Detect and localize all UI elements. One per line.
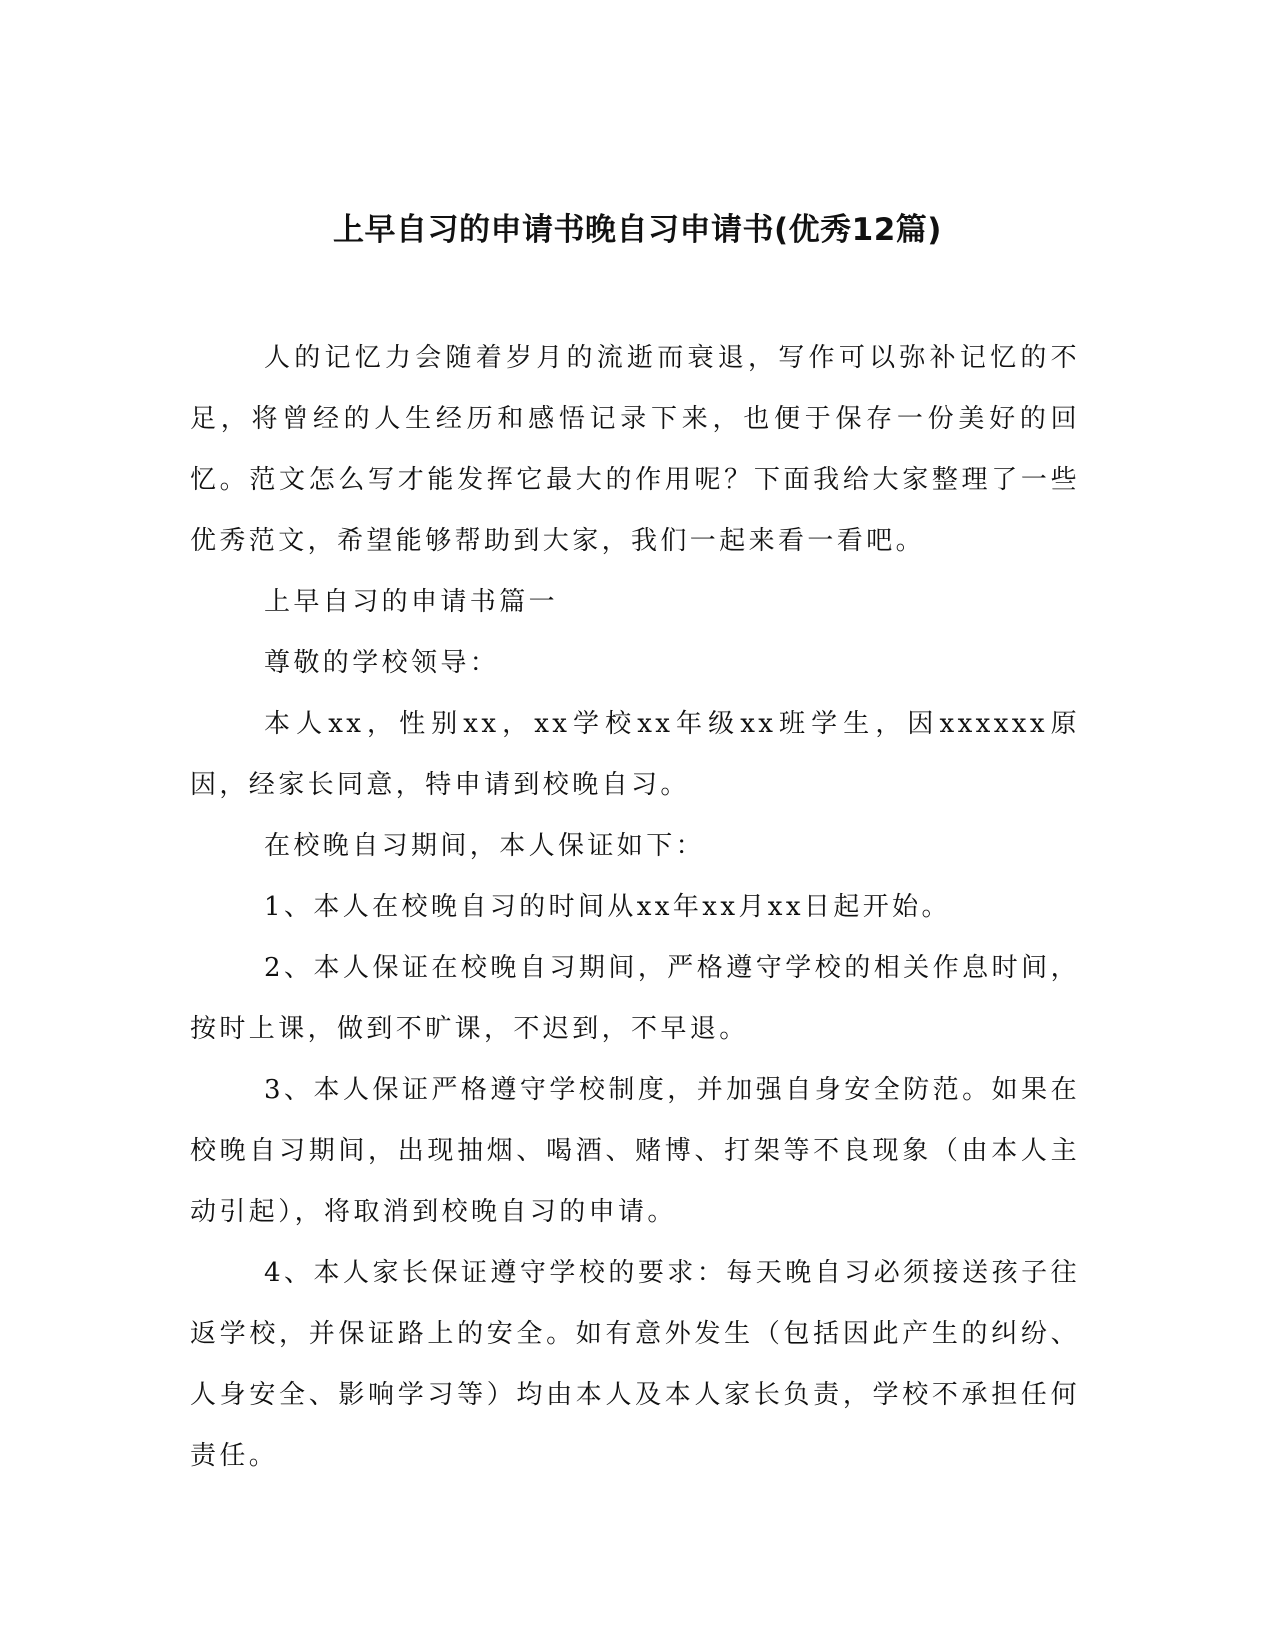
body-paragraph: 本人xx，性别xx，xx学校xx年级xx班学生，因xxxxxx原因，经家长同意，特申请到校晚自习。 xyxy=(190,709,1080,800)
body-paragraph: 在校晚自习期间，本人保证如下： xyxy=(264,831,706,861)
intro-paragraph: 人的记忆力会随着岁月的流逝而衰退，写作可以弥补记忆的不足，将曾经的人生经历和感悟记录下来，也便于保存一份美好的回忆。范文怎么写才能发挥它最大的作用呢？下面我给大家整理了一些优秀范文，希望能够帮助到大家，我们一起来看一看吧。 xyxy=(190,343,1080,556)
section-heading: 上早自习的申请书篇一 xyxy=(264,587,559,617)
document-body xyxy=(190,328,1080,1487)
list-item: 1、本人在校晚自习的时间从xx年xx月xx日起开始。 xyxy=(264,892,951,922)
list-item: 2、本人保证在校晚自习期间，严格遵守学校的相关作息时间，按时上课，做到不旷课，不迟到，不早退。 xyxy=(190,953,1080,1044)
document-title: 上早自习的申请书晚自习申请书(优秀12篇) xyxy=(333,212,942,248)
list-item: 4、本人家长保证遵守学校的要求：每天晚自习必须接送孩子往返学校，并保证路上的安全。如有意外发生（包括因此产生的纠纷、人身安全、影响学习等）均由本人及本人家长负责，学校不承担任何责任。 xyxy=(190,1258,1080,1471)
salutation: 尊敬的学校领导： xyxy=(264,648,500,678)
list-item: 3、本人保证严格遵守学校制度，并加强自身安全防范。如果在校晚自习期间，出现抽烟、喝酒、赌博、打架等不良现象（由本人主动引起），将取消到校晚自习的申请。 xyxy=(190,1075,1080,1227)
